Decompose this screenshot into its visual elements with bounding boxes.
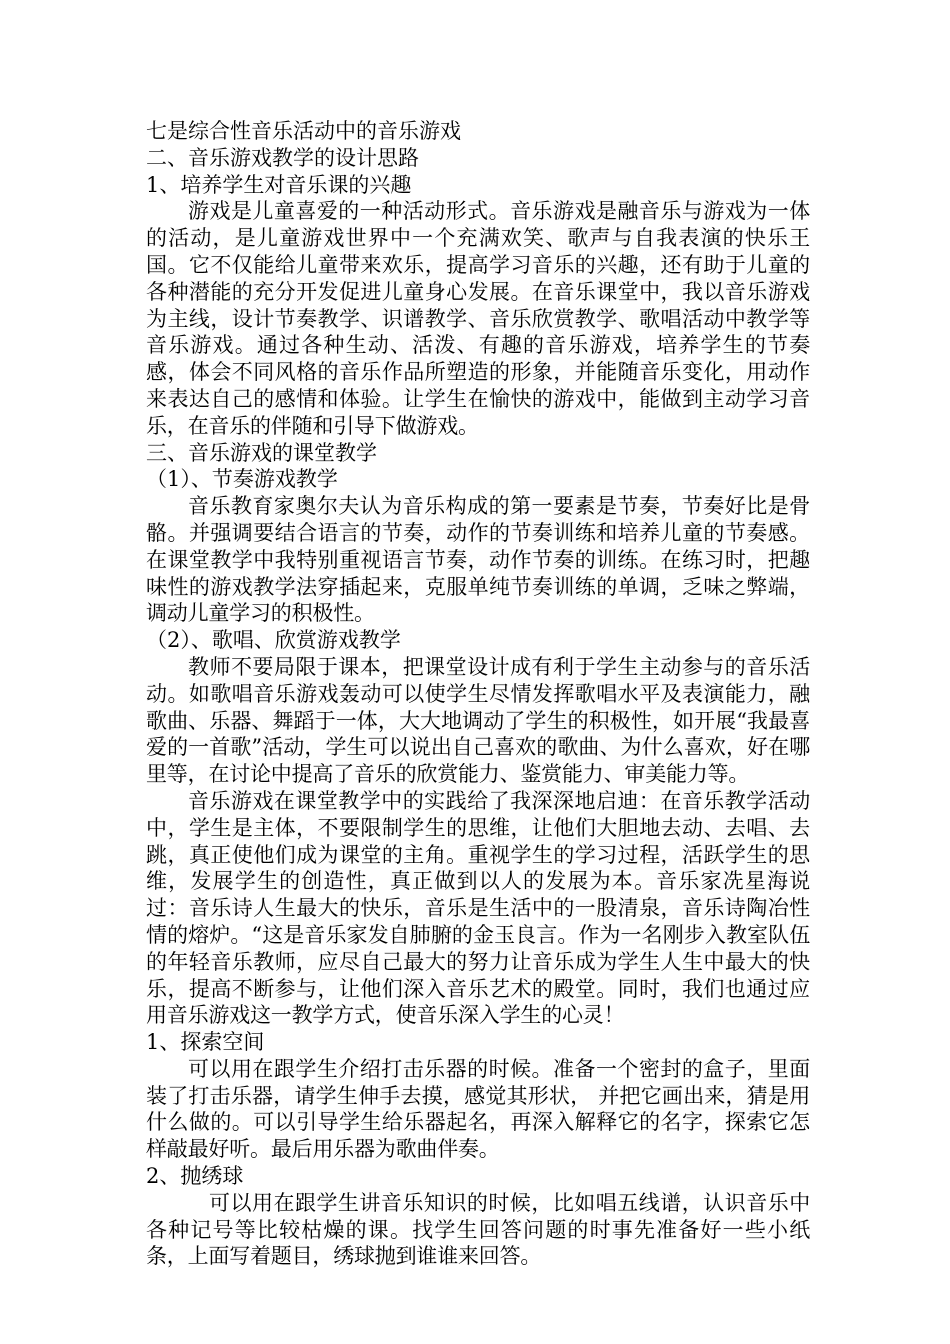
heading-rhythm-games: （1）、节奏游戏教学 (146, 467, 338, 492)
paragraph-game-intro: 游戏是儿童喜爱的一种活动形式。音乐游戏是融音乐与游戏为一体的活动，是儿童游戏世界中一个充满欢笑、歌声与自我表演的快乐王国。它不仅能给儿童带来欢乐，提高学习音乐的兴趣，还有助于儿童的各种潜能的充分开发促进儿童身心发展。在音乐课堂中，我以音乐游戏为主线，设计节奏教学、识谱教学、音乐欣赏教学、歌唱活动中教学等音乐游戏。通过各种生动、活泼、有趣的音乐游戏，培养学生的节奏感，体会不同风格的音乐作品所塑造的形象，并能随音乐变化，用动作来表达自己的感情和体验。让学生在愉快的游戏中，能做到主动学习音乐，在音乐的伴随和引导下做游戏。 (146, 199, 810, 438)
heading-explore-space: 1、探索空间 (146, 1030, 265, 1055)
heading-music-activities: 七是综合性音乐活动中的音乐游戏 (146, 119, 461, 143)
heading-section-three: 三、音乐游戏的课堂教学 (146, 440, 377, 465)
paragraph-practice: 音乐游戏在课堂教学中的实践给了我深深地启迪：在音乐教学活动中，学生是主体，不要限制学生的思维，让他们大胆地去动、去唱、去跳，真正使他们成为课堂的主角。重视学生的学习过程，活跃学生的思维，发展学生的创造性，真正做到以人的发展为本。音乐家冼星海说过：音乐诗人生最大的快乐，音乐是生活中的一股清泉，音乐诗陶冶性情的熔炉。“这是音乐家发自肺腑的金玉良言。作为一名刚步入教室队伍的年轻音乐教师，应尽自己最大的努力让音乐成为学生人生中最大的快乐，提高不断参与，让他们深入音乐艺术的殿堂。同时，我们也通过应用音乐游戏这一教学方式，使音乐深入学生的心灵！ (146, 788, 810, 1028)
heading-section-two: 二、音乐游戏教学的设计思路 (146, 145, 419, 170)
heading-singing-games: （2）、歌唱、欣赏游戏教学 (146, 628, 401, 653)
heading-interest: 1、培养学生对音乐课的兴趣 (146, 172, 412, 197)
paragraph-singing: 教师不要局限于课本，把课堂设计成有利于学生主动参与的音乐活动。如歌唱音乐游戏轰动可以使学生尽情发挥歌唱水平及表演能力，融歌曲、乐器、舞蹈于一体，大大地调动了学生的积极性，如开展“我最喜爱的一首歌”活动，学生可以说出自己喜欢的歌曲、为什么喜欢，好在哪里等，在讨论中提高了音乐的欣赏能力、鉴赏能力、审美能力等。 (146, 654, 810, 787)
paragraph-rhythm: 音乐教育家奥尔夫认为音乐构成的第一要素是节奏，节奏好比是骨骼。并强调要结合语言的节奏，动作的节奏训练和培养儿童的节奏感。在课堂教学中我特别重视语言节奏，动作节奏的训练。在练习时，把趣味性的游戏教学法穿插起来，克服单纯节奏训练的单调，乏味之弊端，调动儿童学习的积极性。 (146, 494, 810, 626)
document-body (146, 118, 810, 1270)
paragraph-throw-ball: 可以用在跟学生讲音乐知识的时候，比如唱五线谱，认识音乐中各种记号等比较枯燥的课。找学生回答问题的时事先准备好一些小纸条，上面写着题目，绣球抛到谁谁来回答。 (146, 1190, 810, 1269)
paragraph-explore: 可以用在跟学生介绍打击乐器的时候。准备一个密封的盒子，里面装了打击乐器，请学生伸手去摸，感觉其形状， 并把它画出来，猜是用什么做的。可以引导学生给乐器起名，再深入解释它的名字，探索它怎样敲最好听。最后用乐器为歌曲伴奏。 (146, 1056, 810, 1162)
heading-throw-ball: 2、抛绣球 (146, 1164, 244, 1189)
